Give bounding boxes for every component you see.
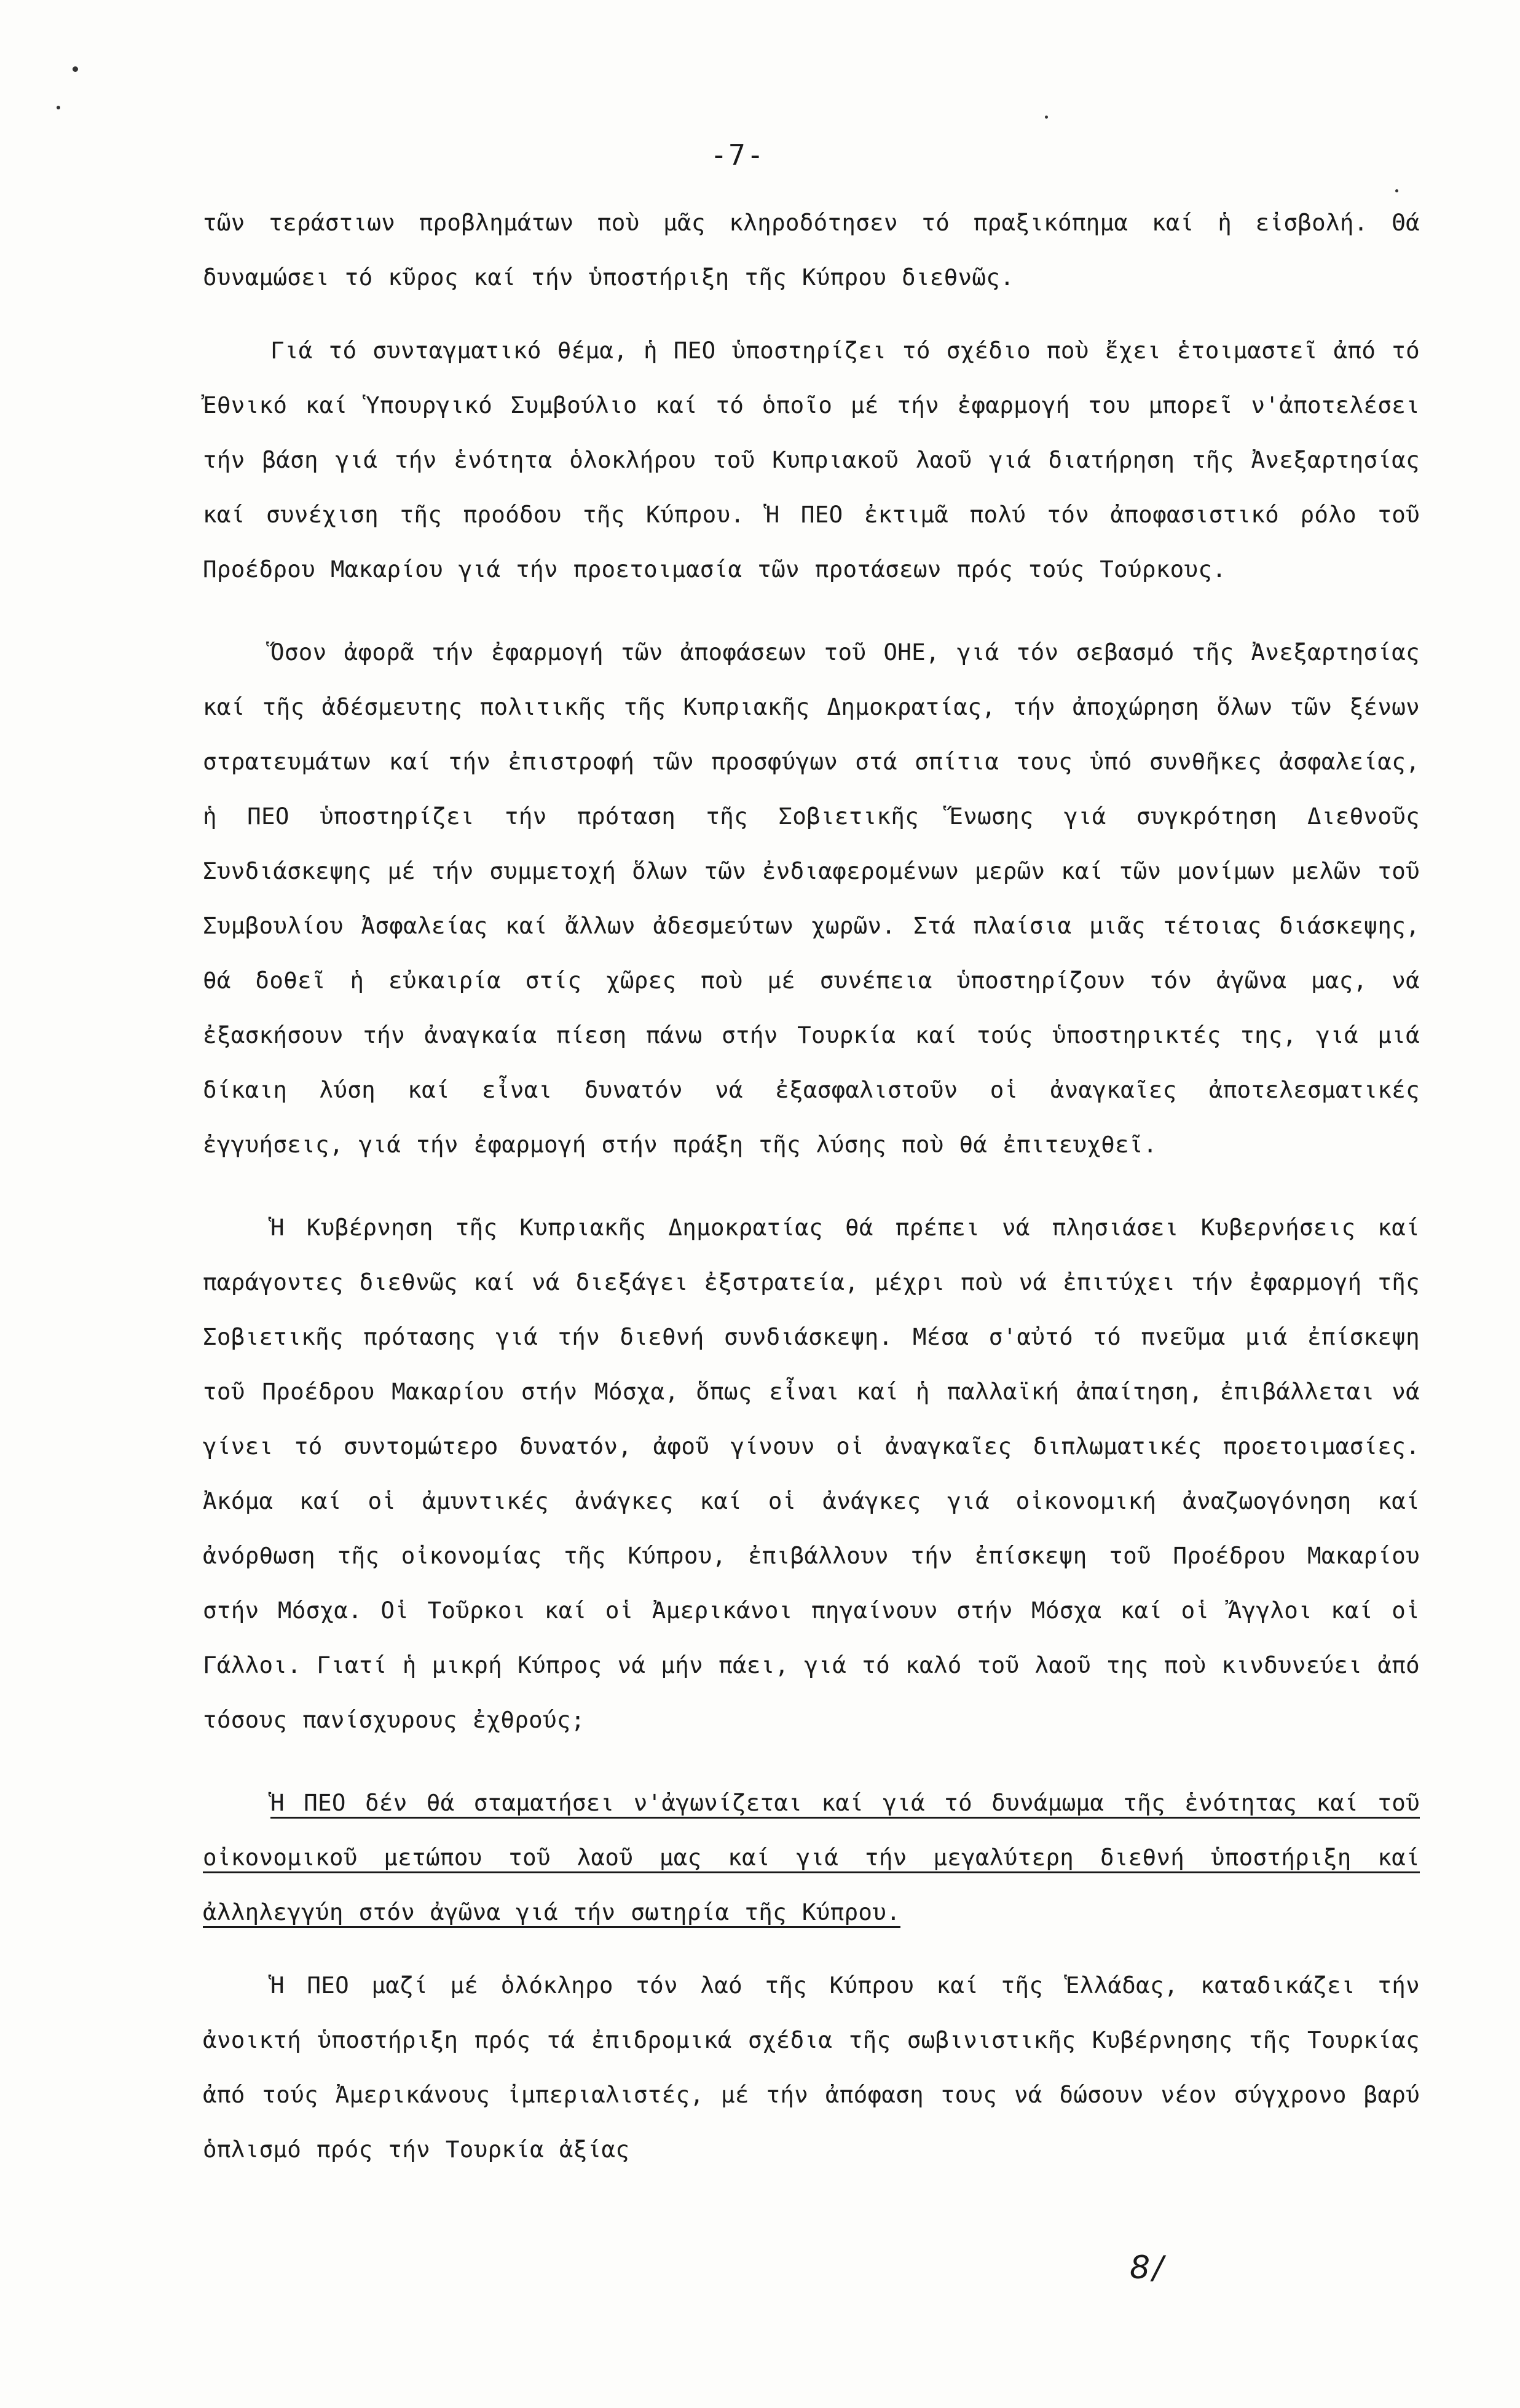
scan-speck [1395,189,1398,192]
paragraph-6: Ἡ ΠΕΟ μαζί μέ ὁλόκληρο τόν λαό τῆς Κύπρου καί τῆς Ἑλλάδας, καταδικάζει τήν ἀνοικτή ὑποστήριξη πρός τά ἐπιδρομικά σχέδια τῆς σωβινιστικῆς Κυβέρνησης τῆς Τουρκίας ἀπό τούς Ἀμερικάνους ἰμπεριαλιστές, μέ τήν ἀπόφαση τους νά δώσουν νέον σύγχρονο βαρύ ὁπλισμό πρός τήν Τουρκία ἀξίας [203,1972,1420,2163]
paragraph-4: Ἡ Κυβέρνηση τῆς Κυπριακῆς Δημοκρατίας θά πρέπει νά πλησιάσει Κυβερνήσεις καί παράγοντες διεθνῶς καί νά διεξάγει ἐξστρατεία, μέχρι ποὺ νά ἐπιτύχει τήν ἐφαρμογή τῆς Σοβιετικῆς πρότασης γιά τήν διεθνή συνδιάσκεψη. Μέσα σ'αὐτό τό πνεῦμα μιά ἐπίσκεψη τοῦ Προέδρου Μακαρίου στήν Μόσχα, ὅπως εἶναι καί ἡ παλλαϊκή ἀπαίτηση, ἐπιβάλλεται νά γίνει τό συντομώτερο δυνατόν, ἀφοῦ γίνουν οἱ ἀναγκαῖες διπλωματικές προετοιμασίες. Ἀκόμα καί οἱ ἀμυντικές ἀνάγκες καί οἱ ἀνάγκες γιά οἰκονομική ἀναζωογόνηση καί ἀνόρθωση τῆς οἰκονομίας τῆς Κύπρου, ἐπιβάλλουν τήν ἐπίσκεψη τοῦ Προέδρου Μακαρίου στήν Μόσχα. Οἱ Τοῦρκοι καί οἱ Ἀμερικάνοι πηγαίνουν στήν Μόσχα καί οἱ Ἄγγλοι καί οἱ Γάλλοι. Γιατί ἡ μικρή Κύπρος νά μήν πάει, γιά τό καλό τοῦ λαοῦ της ποὺ κινδυνεύει ἀπό τόσους πανίσχυρους ἐχθρούς; [203,1214,1420,1733]
paragraph-1: τῶν τεράστιων προβλημάτων ποὺ μᾶς κληροδότησεν τό πραξικόπημα καί ἡ εἰσβολή. Θά δυναμώσει τό κῦρος καί τήν ὑποστήριξη τῆς Κύπρου διεθνῶς. [203,209,1420,291]
paragraph-5-underlined: Ἡ ΠΕΟ δέν θά σταματήσει ν'ἀγωνίζεται καί γιά τό δυνάμωμα τῆς ἑνότητας καί τοῦ οἰκονομικοῦ μετώπου τοῦ λαοῦ μας καί γιά τήν μεγαλύτερη διεθνή ὑποστήριξη καί ἀλληλεγγύη στόν ἀγῶνα γιά τήν σωτηρία τῆς Κύπρου. [203,1789,1420,1926]
page-number: -7- [710,138,765,171]
scan-speck [57,106,60,109]
paragraph-2: Γιά τό συνταγματικό θέμα, ἡ ΠΕΟ ὑποστηρίζει τό σχέδιο ποὺ ἔχει ἑτοιμαστεῖ ἀπό τό Ἐθνικό καί Ὑπουργικό Συμβούλιο καί τό ὁποῖο μέ τήν ἐφαρμογή του μπορεῖ ν'ἀποτελέσει τήν βάση γιά τήν ἑνότητα ὁλοκλήρου τοῦ Κυπριακοῦ λαοῦ γιά διατήρηση τῆς Ἀνεξαρτησίας καί συνέχιση τῆς προόδου τῆς Κύπρου. Ἡ ΠΕΟ ἐκτιμᾶ πολύ τόν ἀποφασιστικό ρόλο τοῦ Προέδρου Μακαρίου γιά τήν προετοιμασία τῶν προτάσεων πρός τούς Τούρκους. [203,337,1420,583]
continuation-page-ref: 8/ [1130,2249,1166,2286]
scan-speck [1045,116,1048,119]
document-body [203,195,1420,2177]
scan-speck [73,66,78,72]
paragraph-3: Ὅσον ἀφορᾶ τήν ἐφαρμογή τῶν ἀποφάσεων τοῦ ΟΗΕ, γιά τόν σεβασμό τῆς Ἀνεξαρτησίας καί τῆς ἀδέσμευτης πολιτικῆς τῆς Κυπριακῆς Δημοκρατίας, τήν ἀποχώρηση ὅλων τῶν ξένων στρατευμάτων καί τήν ἐπιστροφή τῶν προσφύγων στά σπίτια τους ὑπό συνθῆκες ἀσφαλείας, ἡ ΠΕΟ ὑποστηρίζει τήν πρόταση τῆς Σοβιετικῆς Ἕνωσης γιά συγκρότηση Διεθνοῦς Συνδιάσκεψης μέ τήν συμμετοχή ὅλων τῶν ἐνδιαφερομένων μερῶν καί τῶν μονίμων μελῶν τοῦ Συμβουλίου Ἀσφαλείας καί ἄλλων ἀδεσμεύτων χωρῶν. Στά πλαίσια μιᾶς τέτοιας διάσκεψης, θά δοθεῖ ἡ εὐκαιρία στίς χῶρες ποὺ μέ συνέπεια ὑποστηρίζουν τόν ἀγῶνα μας, νά ἐξασκήσουν τήν ἀναγκαία πίεση πάνω στήν Τουρκία καί τούς ὑποστηρικτές της, γιά μιά δίκαιη λύση καί εἶναι δυνατόν νά ἐξασφαλιστοῦν οἱ ἀναγκαῖες ἀποτελεσματικές ἐγγυήσεις, γιά τήν ἐφαρμογή στήν πράξη τῆς λύσης ποὺ θά ἐπιτευχθεῖ. [203,639,1420,1158]
